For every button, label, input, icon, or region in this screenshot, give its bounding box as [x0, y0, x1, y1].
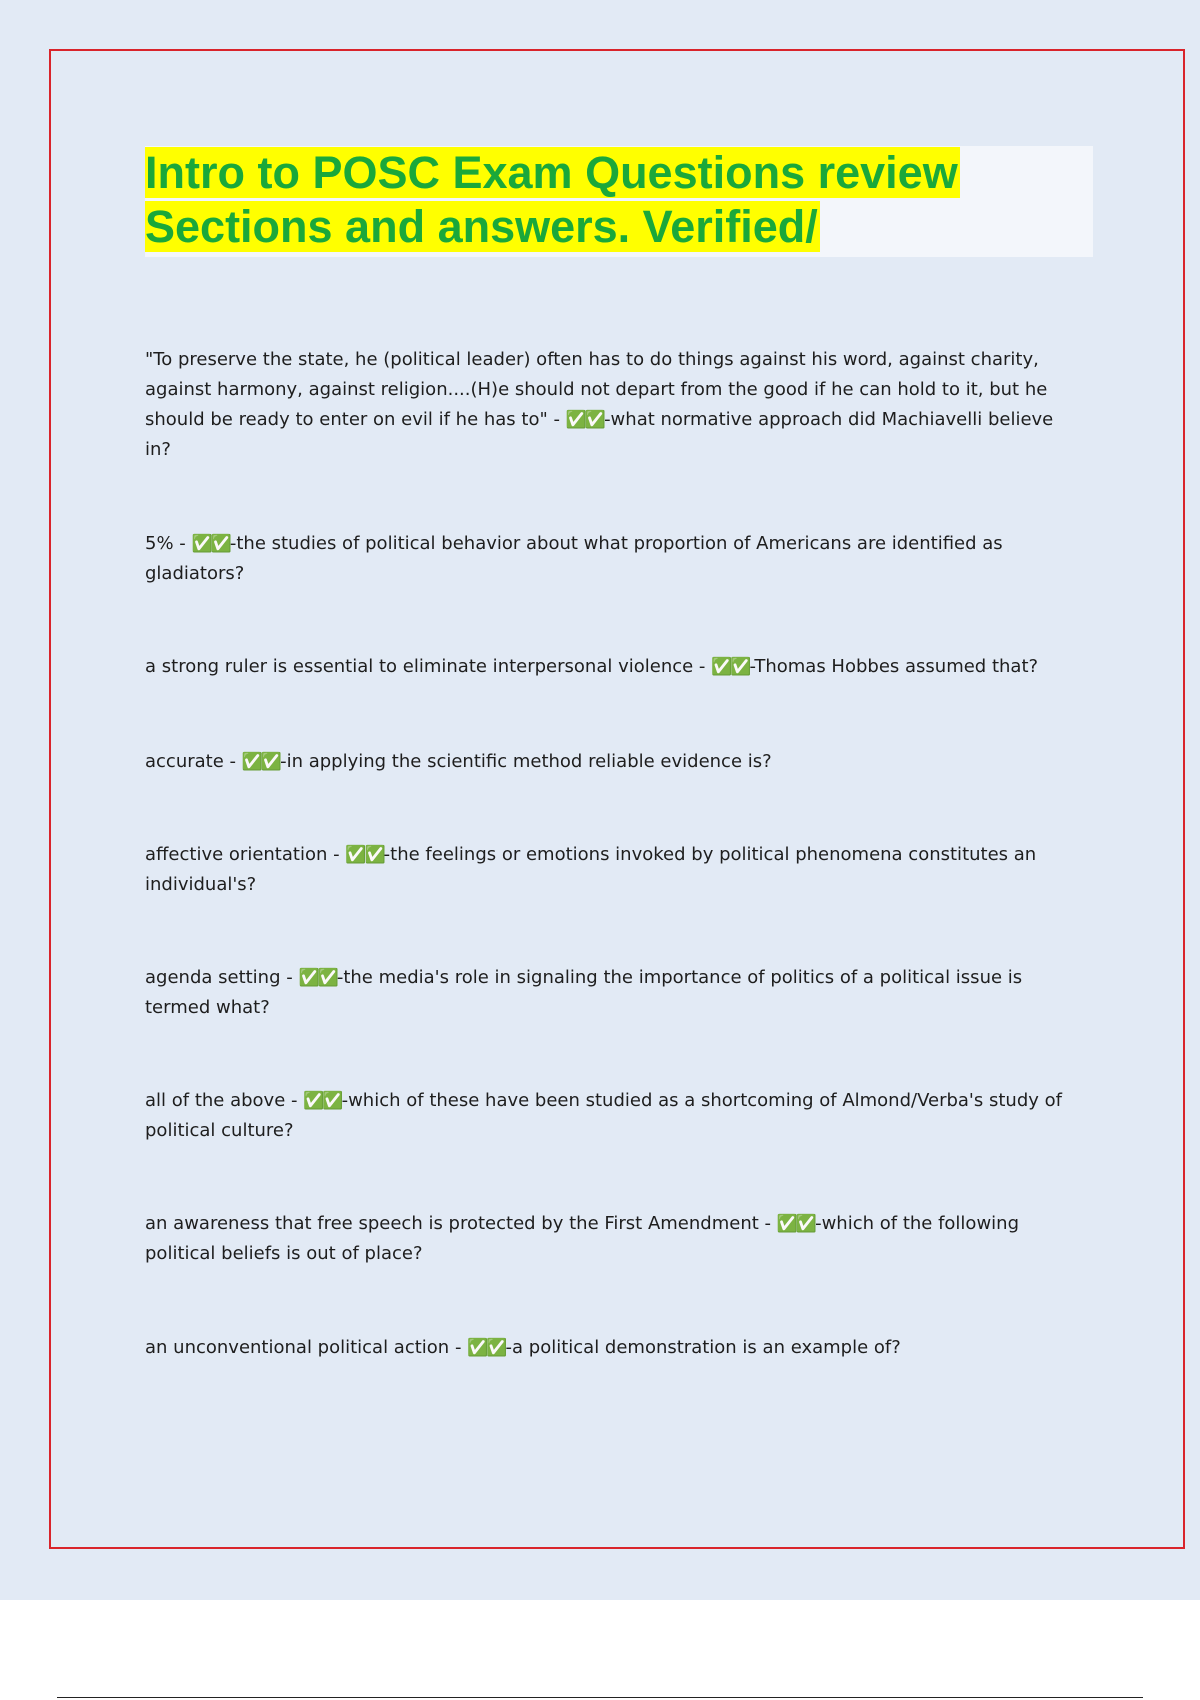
qa-item-3 — [145, 652, 1075, 682]
double-check-icon: ✅✅ — [241, 752, 281, 772]
page-border-frame — [49, 49, 1185, 1549]
qa-answer: agenda setting — [145, 967, 281, 988]
qa-separator: - — [758, 1213, 777, 1234]
qa-separator: - — [223, 751, 242, 772]
title-block — [145, 146, 1093, 257]
double-check-icon: ✅✅ — [776, 1214, 816, 1234]
document-title — [145, 146, 1093, 254]
qa-question: -which of the following political beliefs is out of place? — [145, 1213, 1019, 1264]
double-check-icon: ✅✅ — [565, 410, 605, 430]
qa-answer: an unconventional political action — [145, 1337, 450, 1358]
qa-question: -a political demonstration is an example of? — [505, 1337, 901, 1358]
qa-answer: accurate — [145, 751, 224, 772]
qa-question: -what normative approach did Machiavelli believe in? — [145, 409, 1054, 460]
qa-question: -the media's role in signaling the importance of politics of a political issue is termed what? — [145, 967, 1023, 1018]
double-check-icon: ✅✅ — [467, 1338, 506, 1358]
qa-answer: all of the above — [145, 1090, 286, 1111]
double-check-icon: ✅✅ — [345, 845, 384, 865]
qa-answer: 5% — [145, 533, 174, 554]
qa-separator: - — [547, 409, 566, 430]
footer-divider — [57, 1697, 1143, 1698]
qa-answer: "To preserve the state, he (political leader) often has to do things against his word, against charity, against harmony, against religion....(H)e should not depart from the good if he can hold to it, but he should be ready to enter on evil if he has to" — [145, 349, 1048, 430]
qa-separator: - — [173, 533, 192, 554]
qa-item-4 — [145, 747, 1075, 777]
qa-item-5 — [145, 840, 1075, 900]
qa-item-6 — [145, 963, 1075, 1023]
document-title-line-2: Sections and answers. Verified/ — [145, 201, 818, 252]
qa-separator: - — [693, 656, 712, 677]
qa-item-2 — [145, 529, 1075, 589]
qa-separator: - — [327, 844, 346, 865]
qa-question: -the studies of political behavior about what proportion of Americans are identified as gladiators? — [145, 533, 1003, 584]
double-check-icon: ✅✅ — [191, 534, 230, 554]
qa-separator: - — [280, 967, 299, 988]
qa-question: -in applying the scientific method reliable evidence is? — [280, 751, 772, 772]
qa-question: -Thomas Hobbes assumed that? — [749, 656, 1039, 677]
qa-item-8 — [145, 1209, 1075, 1269]
qa-answer: a strong ruler is essential to eliminate interpersonal violence — [145, 656, 694, 677]
double-check-icon: ✅✅ — [303, 1091, 342, 1111]
qa-answer: an awareness that free speech is protected by the First Amendment — [145, 1213, 759, 1234]
qa-item-9 — [145, 1333, 1075, 1363]
qa-question: -the feelings or emotions invoked by political phenomena constitutes an individual's? — [145, 844, 1037, 895]
qa-question: -which of these have been studied as a shortcoming of Almond/Verba's study of political culture? — [145, 1090, 1062, 1141]
qa-item-7 — [145, 1086, 1075, 1146]
double-check-icon: ✅✅ — [298, 968, 337, 988]
qa-separator: - — [285, 1090, 304, 1111]
qa-separator: - — [449, 1337, 468, 1358]
qa-item-1 — [145, 345, 1075, 465]
document-title-line-1: Intro to POSC Exam Questions review — [145, 147, 958, 198]
qa-answer: affective orientation — [145, 844, 328, 865]
double-check-icon: ✅✅ — [711, 657, 750, 677]
